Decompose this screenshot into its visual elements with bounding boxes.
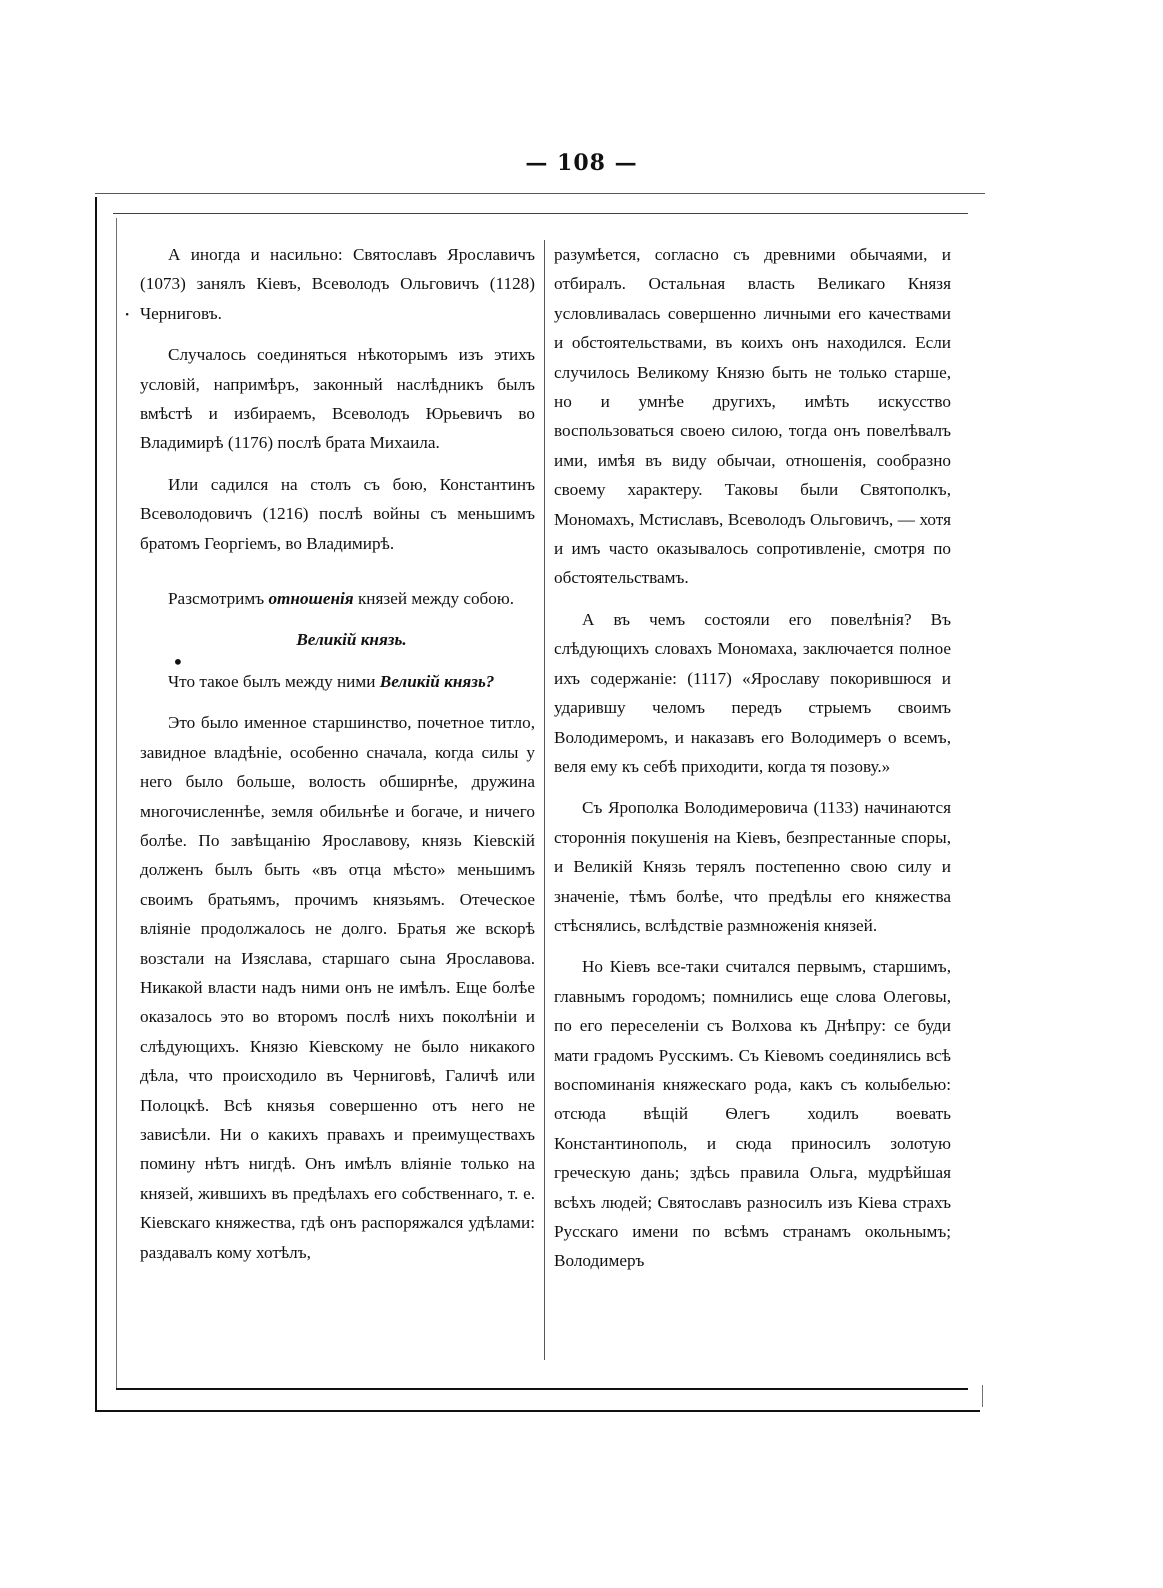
heading-dot: •: [172, 650, 184, 674]
right-column: [554, 240, 951, 1288]
left-paragraph-3: Или садился на столъ съ бою, Константинъ Всеволодовичъ (1216) послѣ войны съ меньшимъ братомъ Георгіемъ, во Владимирѣ.: [140, 474, 535, 553]
left-paragraph-4: [140, 584, 535, 613]
p5-emphasis: Великій князь?: [379, 671, 495, 691]
margin-dot: ·: [124, 302, 131, 326]
p5-text-a: Что такое былъ между ними: [168, 671, 376, 691]
right-paragraph-1: разумѣется, согласно съ древними обычаями, и отбиралъ. Остальная власть Великаго Князя условливалась совершенно личными его качествами и обстоятельствами, въ коихъ онъ находился. Если случилось Великому Князю быть не только старше, но и умнѣе другихъ, имѣть искусство воспользоваться своею силою, тогда онъ повелѣвалъ ими, имѣя въ виду обычаи, отношенія, сообразно своему характеру. Таковы были Святополкъ, Мономахъ, Мстиславъ, Всеволодъ Ольговичъ, — хотя и имъ часто оказывалось сопротивленіе, смотря по обстоятельствамъ.: [554, 245, 951, 588]
right-paragraph-3: Съ Ярополка Володимеровича (1133) начинаются стороннія покушенія на Кіевъ, безпрестанные споры, и Великій Князь терялъ постепенно свою силу и значеніе, тѣмъ болѣе, что предѣлы его княжества стѣснялись, вслѣдствіе размноженія князей.: [554, 798, 951, 935]
section-heading: Великій князь.: [296, 630, 407, 650]
p4-text-a: Разсмотримъ: [168, 589, 265, 609]
bottom-rule-outer: [95, 1410, 980, 1412]
bottom-rule-inner: [116, 1388, 968, 1390]
left-paragraph-2: Случалось соединяться нѣкоторымъ изъ этихъ условій, напримѣръ, законный наслѣдникъ былъ вмѣстѣ и избираемъ, Всеволодъ Юрьевичъ во Владимирѣ (1176) послѣ брата Михаила.: [140, 345, 535, 453]
left-frame-outer: [95, 197, 97, 1412]
p4-emphasis: отношенія: [268, 589, 354, 609]
top-rule-inner: [113, 213, 968, 214]
right-paragraph-2: А въ чемъ состояли его повелѣнія? Въ слѣдующихъ словахъ Мономаха, заключается полное ихъ содержаніе: (1117) «Ярославу покорившюся и ударившу челомъ передъ стрыемъ своимъ Володимеромъ, и наказавъ его Володимеръ о всемъ, веля ему къ себѣ приходити, когда тя позову.»: [554, 609, 951, 776]
top-rule-outer: [95, 193, 985, 194]
column-divider: [544, 240, 545, 1360]
right-frame-mark: [982, 1385, 983, 1407]
left-paragraph-6: Это было именное старшинство, почетное титло, завидное владѣніе, особенно сначала, когда силы у него было больше, волость обширнѣе, дружина многочисленнѣе, земля обильнѣе и богаче, и ничего болѣе. По завѣщанію Ярославову, князь Кіевскій долженъ былъ быть «въ отца мѣсто» меньшимъ своимъ братьямъ, прочимъ князьямъ. Отеческое вліяніе продолжалось не долго. Братья же вскорѣ возстали на Изяслава, старшаго сына Ярославова. Никакой власти надъ ними онъ не имѣлъ. Еще болѣе оказалось это во второмъ послѣ нихъ поколѣніи и слѣдующихъ. Князю Кіевскому не было никакого дѣла, что происходило въ Черниговѣ, Галичѣ или Полоцкѣ. Всѣ князья совершенно отъ него не зависѣли. Ни о какихъ правахъ и преимуществахъ помину нѣтъ нигдѣ. Онъ имѣлъ вліяніе только на князей, жившихъ въ предѣлахъ его собственнаго, т. е. Кіевскаго княжества, гдѣ онъ распоряжался удѣлами: раздавалъ кому хотѣлъ,: [140, 713, 535, 1262]
p4-text-b: князей между собою.: [357, 589, 515, 609]
left-column: [140, 240, 535, 1279]
left-paragraph-1: А иногда и насильно: Святославъ Ярославичъ (1073) занялъ Кіевъ, Всеволодъ Ольговичъ (1128) Черниговъ.: [140, 245, 535, 323]
right-paragraph-4: Но Кіевъ все-таки считался первымъ, старшимъ, главнымъ городомъ; помнились еще слова Олеговы, по его переселеніи съ Волхова къ Днѣпру: се буди мати градомъ Русскимъ. Съ Кіевомъ соединялись всѣ воспоминанія княжескаго рода, какъ съ колыбелью: отсюда вѣщій Ѳлегъ ходилъ воевать Константинополь, и сюда приносилъ золотую греческую дань; здѣсь правила Ольга, мудрѣйшая всѣхъ людей; Святославъ разносилъ изъ Кіева страхъ Русскаго имени по всѣмъ странамъ окольнымъ; Володимеръ: [554, 957, 951, 1271]
page-number: — 108 —: [525, 150, 638, 176]
left-paragraph-5: [140, 667, 535, 696]
left-frame-inner: [116, 218, 117, 1388]
